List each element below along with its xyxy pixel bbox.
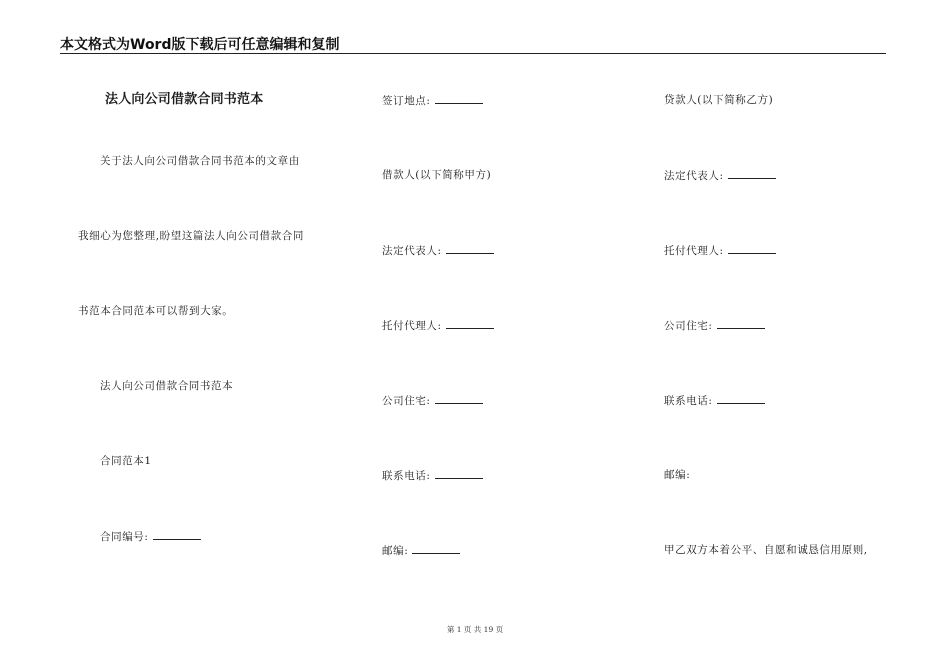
contract-number-field <box>100 529 201 544</box>
borrower-address-label: 公司住宅: <box>382 395 431 407</box>
intro-line-2: 我细心为您整理,盼望这篇法人向公司借款合同 <box>78 230 304 242</box>
borrower-agent-label: 托付代理人: <box>382 320 442 332</box>
sign-place-blank <box>435 93 483 104</box>
borrower-postcode-blank <box>412 543 460 554</box>
borrower-address-blank <box>435 393 483 404</box>
lender-legal-rep-field <box>664 168 776 183</box>
lender-legal-rep-blank <box>728 168 776 179</box>
contract-number-label: 合同编号: <box>100 531 149 543</box>
borrower-legal-rep-label: 法定代表人: <box>382 245 442 257</box>
document-header <box>60 34 886 54</box>
borrower-phone-blank <box>435 468 483 479</box>
lender-phone-label: 联系电话: <box>664 395 713 407</box>
lender-legal-rep-label: 法定代表人: <box>664 170 724 182</box>
lender-address-field <box>664 318 765 333</box>
borrower-label: 借款人(以下简称甲方) <box>382 169 492 181</box>
lender-postcode-label: 邮编: <box>664 469 691 481</box>
lender-address-blank <box>717 318 765 329</box>
lender-label: 贷款人(以下简称乙方) <box>664 94 774 106</box>
lender-agent-label: 托付代理人: <box>664 245 724 257</box>
sign-place-field <box>382 93 483 108</box>
sign-place-label: 签订地点: <box>382 95 431 107</box>
document-title: 法人向公司借款合同书范本 <box>105 92 264 107</box>
lender-phone-blank <box>717 393 765 404</box>
lender-address-label: 公司住宅: <box>664 320 713 332</box>
page-number: 第 1 页 共 19 页 <box>446 625 504 634</box>
borrower-postcode-field <box>382 543 460 558</box>
lender-agent-blank <box>728 243 776 254</box>
borrower-postcode-label: 邮编: <box>382 545 409 557</box>
borrower-legal-rep-field <box>382 243 494 258</box>
intro-line-3: 书范本合同范本可以帮到大家。 <box>78 305 234 317</box>
borrower-legal-rep-blank <box>446 243 494 254</box>
borrower-address-field <box>382 393 483 408</box>
header-title: 本文格式为Word版下载后可任意编辑和复制 <box>60 37 340 53</box>
borrower-agent-blank <box>446 318 494 329</box>
contract-number-blank <box>153 529 201 540</box>
borrower-agent-field <box>382 318 494 333</box>
intro-line-1: 关于法人向公司借款合同书范本的文章由 <box>100 155 300 167</box>
contract-subtitle: 法人向公司借款合同书范本 <box>100 380 234 392</box>
principle-text: 甲乙双方本着公平、自愿和诚恳信用原则, <box>664 544 868 556</box>
lender-agent-field <box>664 243 776 258</box>
borrower-phone-field <box>382 468 483 483</box>
borrower-phone-label: 联系电话: <box>382 470 431 482</box>
contract-sample-label: 合同范本1 <box>100 455 152 467</box>
lender-phone-field <box>664 393 765 408</box>
